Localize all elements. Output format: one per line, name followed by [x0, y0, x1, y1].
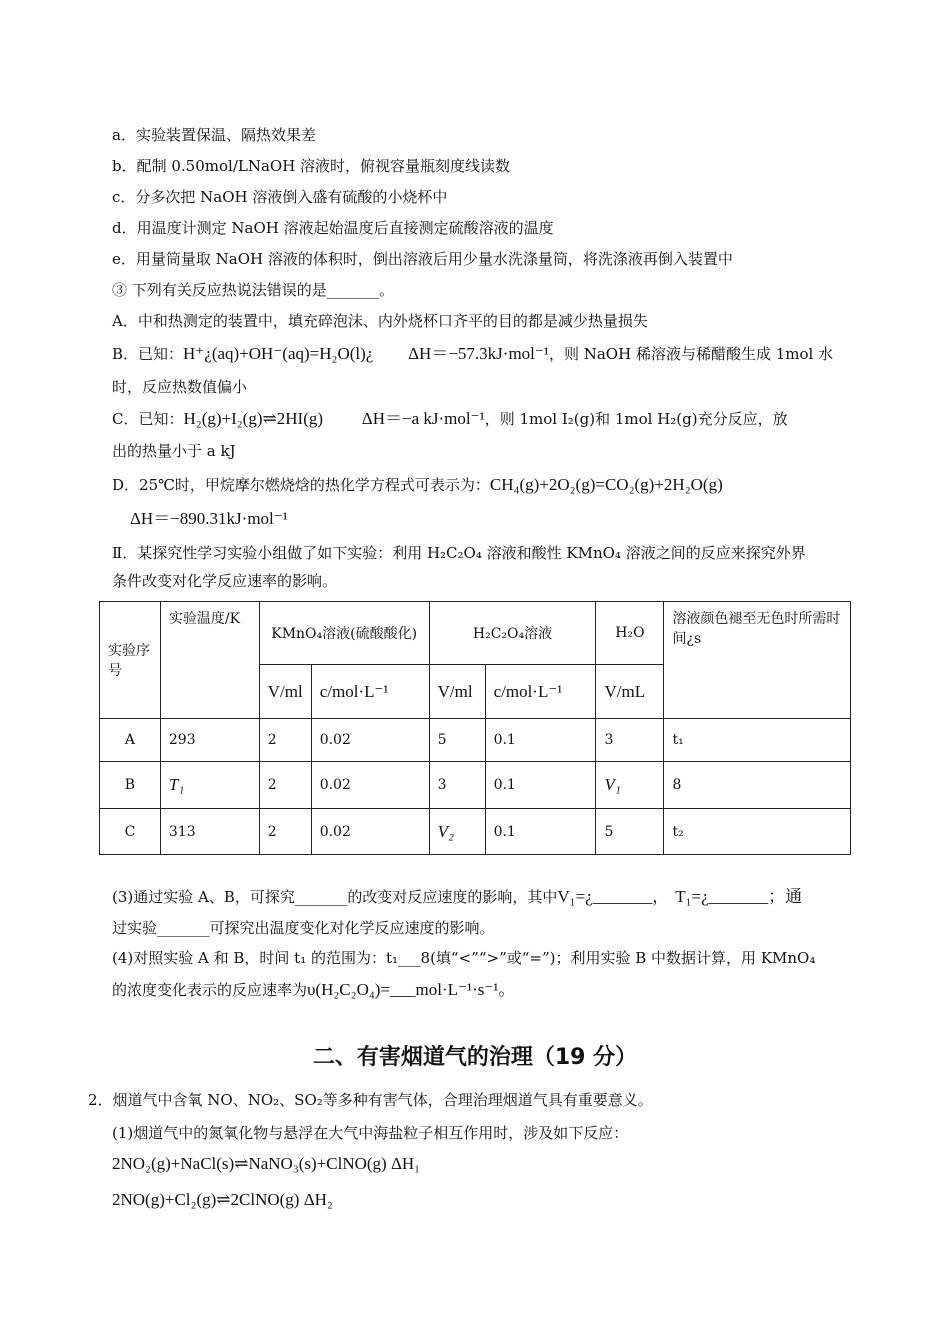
- question-2-line1: 2．烟道气中含氧 NO、NO₂、SO₂等多种有害气体，合理治理烟道气具有重要意义。: [88, 1091, 653, 1109]
- cell-kmno4-c: 0.02: [311, 719, 429, 762]
- header-time: 溶液颜色褪至无色时所需时间¿s: [664, 602, 851, 719]
- table-row: [100, 719, 851, 762]
- question-4-line2: [112, 979, 515, 1001]
- option-b: b．配制 0.50mol/LNaOH 溶液时，俯视容量瓶刻度线读数: [112, 157, 511, 175]
- cell-no: A: [100, 719, 161, 762]
- cell-h2c2o4-c: 0.1: [485, 762, 596, 809]
- choice-C-prefix: C．已知：: [112, 410, 184, 428]
- choice-C-enthalpy: ΔH＝−a kJ·mol⁻¹: [361, 409, 485, 428]
- sub-header-kmno4-conc: c/mol·L⁻¹: [311, 665, 429, 719]
- cell-h2c2o4-c: 0.1: [485, 719, 596, 762]
- sub-header-h2c2o4-conc: c/mol·L⁻¹: [485, 665, 596, 719]
- cell-h2c2o4-v: 5: [429, 719, 485, 762]
- cell-temp: T₁: [160, 762, 259, 809]
- choice-B-enthalpy: ΔH＝−57.3kJ·mol⁻¹: [408, 344, 549, 363]
- header-temperature: 实验温度/K: [160, 602, 259, 719]
- sub-header-kmno4-volume: V/ml: [259, 665, 311, 719]
- choice-D-enthalpy: ΔH＝−890.31kJ·mol⁻¹: [130, 509, 288, 528]
- cell-time: 8: [664, 762, 851, 809]
- part2-intro-line2: 条件改变对化学反应速率的影响。: [112, 572, 338, 590]
- header-h2c2o4: H₂C₂O₄溶液: [429, 602, 596, 665]
- cell-no: C: [100, 809, 161, 855]
- cell-h2o-v: 5: [596, 809, 664, 855]
- experiment-table: [99, 601, 851, 855]
- section-title: 二、有害烟道气的治理（19 分）: [312, 1045, 638, 1070]
- choice-D: [112, 474, 723, 496]
- choice-C-line2: 出的热量小于 a kJ: [112, 442, 236, 460]
- cell-temp: 293: [160, 719, 259, 762]
- cell-kmno4-v: 2: [259, 762, 311, 809]
- header-experiment-no: 实验序号: [100, 602, 161, 719]
- choice-C-equation: H₂(g)+I₂(g)⇌2HI(g): [183, 409, 324, 428]
- choice-B-line2: 时，反应热数值偏小: [112, 378, 248, 396]
- table-row: [100, 809, 851, 855]
- cell-h2o-v: V₁: [596, 762, 664, 809]
- q4-rate: υ(H₂C₂O₄)=___mol·L⁻¹·s⁻¹。: [307, 980, 516, 999]
- option-c: c．分多次把 NaOH 溶液倒入盛有硫酸的小烧杯中: [112, 188, 448, 206]
- choice-B-prefix: B．已知：: [112, 345, 184, 363]
- question-3-part: [112, 886, 802, 908]
- choice-B: [112, 343, 833, 365]
- cell-time: t₂: [664, 809, 851, 855]
- choice-B-suffix: ，则 NaOH 稀溶液与稀醋酸生成 1mol 水: [548, 345, 834, 363]
- cell-h2c2o4-v: 3: [429, 762, 485, 809]
- q4-text: 的浓度变化表示的反应速率为: [112, 981, 308, 999]
- cell-time: t₁: [664, 719, 851, 762]
- q3-text: (3)通过实验 A、B，可探究_______的改变对反应速度的影响，其中: [112, 888, 558, 906]
- equation-2: 2NO(g)+Cl₂(g)⇌2ClNO(g) ΔH₂: [112, 1190, 333, 1209]
- choice-C-suffix: ，则 1mol I₂(g)和 1mol H₂(g)充分反应，放: [484, 410, 788, 428]
- cell-h2c2o4-c: 0.1: [485, 809, 596, 855]
- choice-B-equation: H⁺¿(aq)+OH⁻(aq)=H₂O(l)¿: [183, 344, 374, 363]
- cell-no: B: [100, 762, 161, 809]
- choice-A: A．中和热测定的装置中，填充碎泡沫、内外烧杯口齐平的目的都是减少热量损失: [112, 312, 648, 330]
- cell-h2o-v: 3: [596, 719, 664, 762]
- choice-C: [112, 408, 788, 430]
- option-a: a．实验装置保温、隔热效果差: [112, 126, 316, 144]
- q3-v1-blank: V₁=¿_______，: [557, 887, 670, 906]
- q3-t1-blank: T₁=¿_______；通: [675, 887, 803, 906]
- question-2-line2: (1)烟道气中的氮氧化物与悬浮在大气中海盐粒子相互作用时，涉及如下反应：: [112, 1124, 629, 1142]
- header-kmno4: KMnO₄溶液(硫酸酸化): [259, 602, 429, 665]
- sub-header-h2o-volume: V/mL: [596, 665, 664, 719]
- part2-intro-line1: Ⅱ．某探究性学习实验小组做了如下实验：利用 H₂C₂O₄ 溶液和酸性 KMnO₄ 溶液之间的反应来探究外界: [112, 544, 806, 562]
- cell-temp: 313: [160, 809, 259, 855]
- cell-kmno4-c: 0.02: [311, 762, 429, 809]
- table-row: [100, 762, 851, 809]
- cell-kmno4-c: 0.02: [311, 809, 429, 855]
- question-3-line2: 过实验_______可探究出温度变化对化学反应速度的影响。: [112, 919, 495, 937]
- header-h2o: H₂O: [596, 602, 664, 665]
- question-3-stem: ③ 下列有关反应热说法错误的是_______。: [112, 281, 395, 299]
- option-d: d．用温度计测定 NaOH 溶液起始温度后直接测定硫酸溶液的温度: [112, 219, 554, 237]
- cell-h2c2o4-v: V₂: [429, 809, 485, 855]
- equation-1: 2NO₂(g)+NaCl(s)⇌NaNO₃(s)+ClNO(g) ΔH₁: [112, 1154, 421, 1173]
- option-e: e．用量筒量取 NaOH 溶液的体积时，倒出溶液后用少量水洗涤量筒，将洗涤液再倒入装置中: [112, 250, 733, 268]
- cell-kmno4-v: 2: [259, 719, 311, 762]
- cell-kmno4-v: 2: [259, 809, 311, 855]
- choice-D-equation: CH₄(g)+2O₂(g)=CO₂(g)+2H₂O(g): [489, 475, 723, 494]
- choice-D-prefix: D．25℃时，甲烷摩尔燃烧焓的热化学方程式可表示为：: [112, 476, 490, 494]
- sub-header-h2c2o4-volume: V/ml: [429, 665, 485, 719]
- question-4-line1: (4)对照实验 A 和 B，时间 t₁ 的范围为：t₁___8(填“<”“>”或“=”)；利用实验 B 中数据计算，用 KMnO₄: [112, 949, 816, 967]
